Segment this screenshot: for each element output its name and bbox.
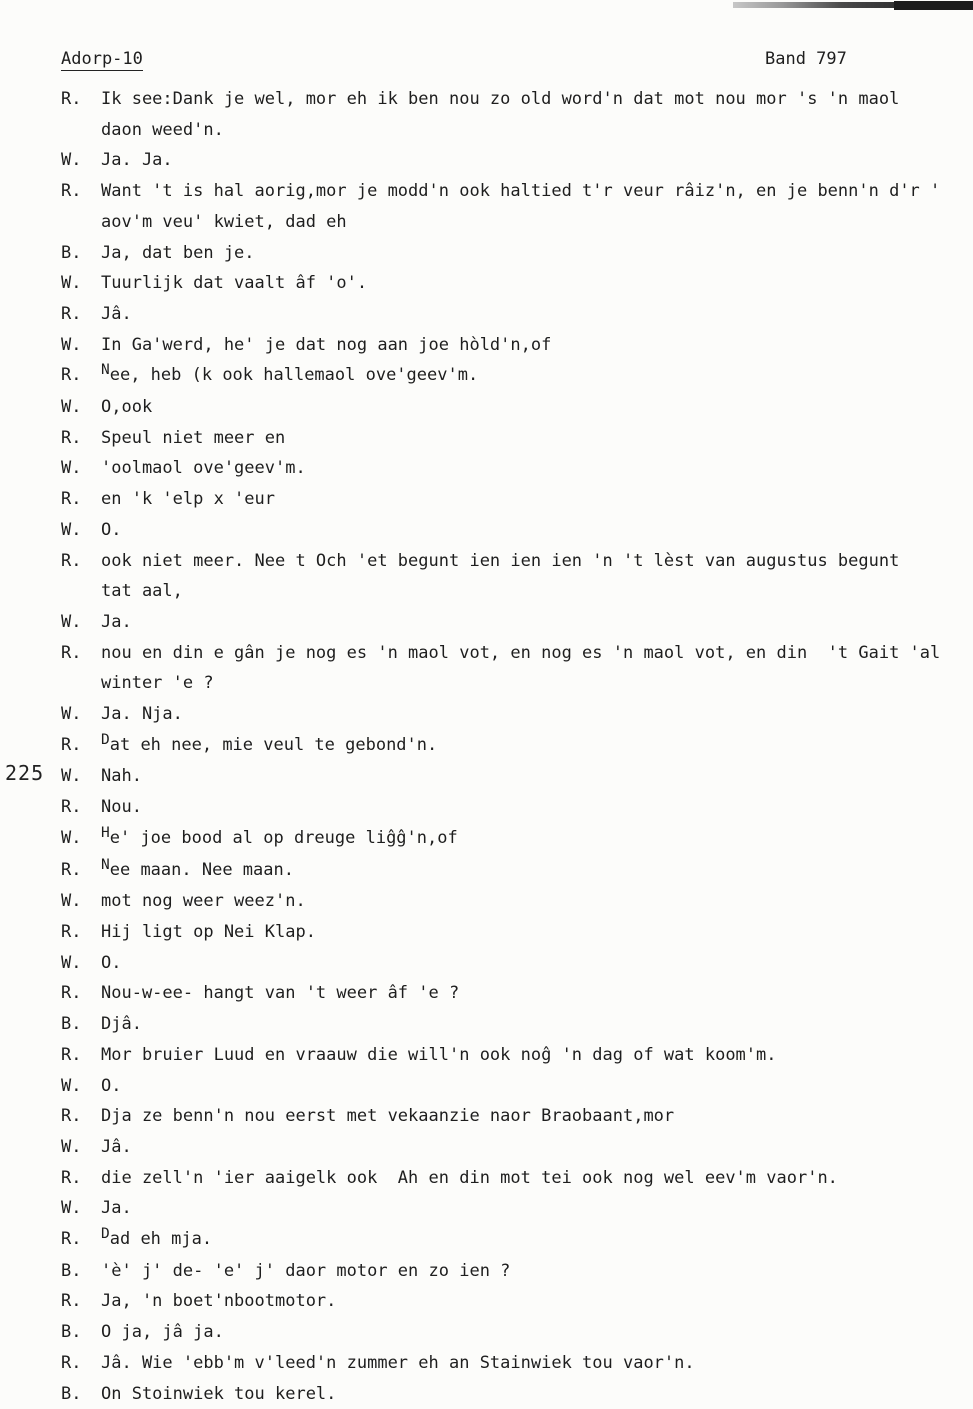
speaker-label: R. (61, 797, 82, 818)
dialogue-entry (61, 392, 973, 423)
dialogue-text (101, 1286, 973, 1317)
dialogue-entry (61, 145, 973, 176)
speaker-label: W. (61, 891, 82, 912)
dialogue-text (101, 1193, 973, 1224)
dialogue-line: O. (101, 519, 122, 540)
dialogue-entry (61, 1379, 973, 1409)
dialogue-text (101, 917, 973, 948)
page-header (61, 49, 973, 71)
dialogue-line: Ja. Ja. (101, 150, 173, 171)
dialogue-text (101, 360, 973, 392)
speaker-label: W. (61, 273, 82, 294)
speaker-label: R. (61, 859, 82, 880)
dialogue-entry (61, 638, 973, 699)
speaker-label: R. (61, 983, 82, 1004)
dialogue-line: Ja. (101, 1198, 132, 1219)
dialogue-entry (61, 792, 973, 823)
dialogue-entry (61, 1132, 973, 1163)
dialogue-line: Nee maan. Nee maan. (101, 856, 294, 880)
dialogue-text (101, 1132, 973, 1163)
speaker-label: W. (61, 334, 82, 355)
dialogue-line: He' joe bood al op dreuge liĝĝ'n,of (101, 824, 458, 848)
dialogue-text (101, 1224, 973, 1256)
dialogue-line: Nah. (101, 766, 142, 787)
speaker-label: R. (61, 1106, 82, 1127)
dialogue-line: Mor bruier Luud en vraauw die will'n ook noĝ 'n dag of wat koom'm. (101, 1044, 777, 1065)
document-title: Adorp-10 (61, 49, 143, 69)
dialogue-line: tat aal, (101, 581, 183, 602)
dialogue-line: nou en din e gân je nog es 'n maol vot, en nog es 'n maol vot, en din 't Gait 'al (101, 642, 941, 663)
dialogue-entry (61, 1040, 973, 1071)
dialogue-line: 'oolmaol ove'geev'm. (101, 458, 306, 479)
dialogue-entry (61, 1009, 973, 1040)
dialogue-text (101, 484, 973, 515)
speaker-label: R. (61, 1291, 82, 1312)
speaker-label: B. (61, 1383, 82, 1404)
dialogue-entry (61, 978, 973, 1009)
dialogue-line: In Ga'werd, he' je dat nog aan joe hòld'n,of (101, 334, 552, 355)
dialogue-entry (61, 855, 973, 887)
dialogue-text (101, 1163, 973, 1194)
speaker-label: R. (61, 303, 82, 324)
dialogue-line: O. (101, 952, 122, 973)
raised-capital: N (101, 362, 110, 379)
dialogue-entry (61, 917, 973, 948)
speaker-label: W. (61, 766, 82, 787)
dialogue-line: O ja, jâ ja. (101, 1322, 224, 1343)
band-number: Band 797 (765, 49, 847, 69)
dialogue-entry (61, 176, 973, 237)
dialogue-line: Dad eh mja. (101, 1226, 213, 1250)
dialogue-text (101, 330, 973, 361)
dialogue-entry (61, 823, 973, 855)
dialogue-line: Ja. (101, 611, 132, 632)
dialogue-line: Ja. Nja. (101, 704, 183, 725)
dialogue-entry (61, 730, 973, 762)
dialogue-entry (61, 1193, 973, 1224)
dialogue-text (101, 176, 973, 237)
speaker-label: W. (61, 150, 82, 171)
dialogue-entry (61, 1317, 973, 1348)
speaker-label: W. (61, 1198, 82, 1219)
dialogue-entry (61, 607, 973, 638)
speaker-label: B. (61, 1322, 82, 1343)
dialogue-text (101, 823, 973, 855)
dialogue-text (101, 392, 973, 423)
dialogue-text (101, 699, 973, 730)
dialogue-line: O,ook (101, 397, 153, 418)
speaker-label: W. (61, 952, 82, 973)
raised-capital: N (101, 856, 110, 873)
dialogue-text (101, 792, 973, 823)
dialogue-line: mot nog weer weez'n. (101, 891, 306, 912)
dialogue (61, 84, 973, 1409)
dialogue-line: Jâ. (101, 303, 132, 324)
dialogue-text (101, 423, 973, 454)
dialogue-entry (61, 238, 973, 269)
dialogue-line: Ja, dat ben je. (101, 242, 255, 263)
dialogue-line: Jâ. Wie 'ebb'm v'leed'n zummer eh an Stainwiek tou vaor'n. (101, 1352, 695, 1373)
dialogue-entry (61, 1286, 973, 1317)
dialogue-entry (61, 515, 973, 546)
dialogue-entry (61, 360, 973, 392)
speaker-label: R. (61, 1044, 82, 1065)
speaker-label: R. (61, 1352, 82, 1373)
speaker-label: W. (61, 611, 82, 632)
dialogue-entry (61, 1101, 973, 1132)
dialogue-line: die zell'n 'ier aaigelk ook Ah en din mot tei ook nog wel eev'm vaor'n. (101, 1167, 838, 1188)
dialogue-text (101, 268, 973, 299)
dialogue-entry (61, 1071, 973, 1102)
speaker-label: B. (61, 1260, 82, 1281)
dialogue-text (101, 638, 973, 699)
speaker-label: R. (61, 89, 82, 109)
dialogue-text (101, 1256, 973, 1287)
dialogue-entry (61, 84, 973, 145)
margin-note: 225 (5, 761, 45, 785)
dialogue-line: 'è' j' de- 'e' j' daor motor en zo ien ? (101, 1260, 511, 1281)
dialogue-text (101, 1348, 973, 1379)
raised-capital: D (101, 731, 110, 748)
speaker-label: W. (61, 1075, 82, 1096)
speaker-label: W. (61, 519, 82, 540)
dialogue-line: Nee, heb (k ook hallemaol ove'geev'm. (101, 362, 479, 386)
dialogue-text (101, 299, 973, 330)
dialogue-line: Nou. (101, 797, 142, 818)
speaker-label: W. (61, 827, 82, 848)
dialogue-line: Tuurlijk dat vaalt âf 'o'. (101, 273, 368, 294)
dialogue-text (101, 515, 973, 546)
dialogue-entry (61, 886, 973, 917)
dialogue-line: aov'm veu' kwiet, dad eh (101, 211, 347, 232)
dialogue-entry (61, 1256, 973, 1287)
dialogue-entry (61, 699, 973, 730)
dialogue-line: Speul niet meer en (101, 427, 286, 448)
speaker-label: R. (61, 1167, 82, 1188)
dialogue-line: en 'k 'elp x 'eur (101, 489, 275, 510)
dialogue-text (101, 1379, 973, 1409)
dialogue-entry (61, 299, 973, 330)
dialogue-text (101, 855, 973, 887)
speaker-label: R. (61, 550, 82, 571)
dialogue-line: Ja, 'n boet'nbootmotor. (101, 1291, 337, 1312)
dialogue-text (101, 886, 973, 917)
dialogue-line: Djâ. (101, 1014, 142, 1035)
speaker-label: R. (61, 921, 82, 942)
speaker-label: R. (61, 365, 82, 386)
dialogue-line: Dat eh nee, mie veul te gebond'n. (101, 731, 438, 755)
dialogue-text (101, 1317, 973, 1348)
dialogue-line: winter 'e ? (101, 673, 214, 694)
dialogue-entry (61, 761, 973, 792)
speaker-label: W. (61, 397, 82, 418)
dialogue-entry (61, 1163, 973, 1194)
speaker-label: B. (61, 1014, 82, 1035)
dialogue-line: Ik see:Dank je wel, mor eh ik ben nou zo old word'n dat mot nou mor 's 'n maol (101, 89, 900, 109)
dialogue-text (101, 730, 973, 762)
speaker-label: R. (61, 427, 82, 448)
dialogue-text (101, 978, 973, 1009)
dialogue-text (101, 761, 973, 792)
dialogue-entry (61, 546, 973, 607)
speaker-label: R. (61, 1229, 82, 1250)
dialogue-entry (61, 268, 973, 299)
speaker-label: R. (61, 642, 82, 663)
dialogue-line: Hij ligt op Nei Klap. (101, 921, 316, 942)
speaker-label: R. (61, 489, 82, 510)
speaker-label: R. (61, 734, 82, 755)
dialogue-line: Dja ze benn'n nou eerst met vekaanzie naor Braobaant,mor (101, 1106, 675, 1127)
dialogue-line: On Stoinwiek tou kerel. (101, 1383, 337, 1404)
dialogue-text (101, 607, 973, 638)
raised-capital: H (101, 824, 110, 841)
dialogue-text (101, 238, 973, 269)
dialogue-text (101, 546, 973, 607)
speaker-label: W. (61, 704, 82, 725)
scan-edge-artifact-dark (894, 1, 973, 10)
dialogue-text (101, 84, 973, 145)
speaker-label: B. (61, 242, 82, 263)
dialogue-text (101, 1009, 973, 1040)
dialogue-entry (61, 1224, 973, 1256)
dialogue-text (101, 1040, 973, 1071)
dialogue-entry (61, 1348, 973, 1379)
speaker-label: R. (61, 181, 82, 202)
dialogue-line: Want 't is hal aorig,mor je modd'n ook haltied t'r veur râiz'n, en je benn'n d'r ' (101, 181, 941, 202)
dialogue-line: daon weed'n. (101, 119, 224, 140)
dialogue-text (101, 453, 973, 484)
dialogue-entry (61, 423, 973, 454)
dialogue-text (101, 1071, 973, 1102)
speaker-label: W. (61, 1136, 82, 1157)
dialogue-entry (61, 453, 973, 484)
dialogue-text (101, 1101, 973, 1132)
dialogue-entry (61, 948, 973, 979)
dialogue-entry (61, 484, 973, 515)
raised-capital: D (101, 1226, 110, 1243)
dialogue-entry (61, 330, 973, 361)
dialogue-line: Jâ. (101, 1136, 132, 1157)
dialogue-text (101, 145, 973, 176)
dialogue-text (101, 948, 973, 979)
speaker-label: W. (61, 458, 82, 479)
dialogue-line: ook niet meer. Nee t Och 'et begunt ien ien ien 'n 't lèst van augustus begunt (101, 550, 900, 571)
dialogue-line: Nou-w-ee- hangt van 't weer âf 'e ? (101, 983, 460, 1004)
dialogue-line: O. (101, 1075, 122, 1096)
